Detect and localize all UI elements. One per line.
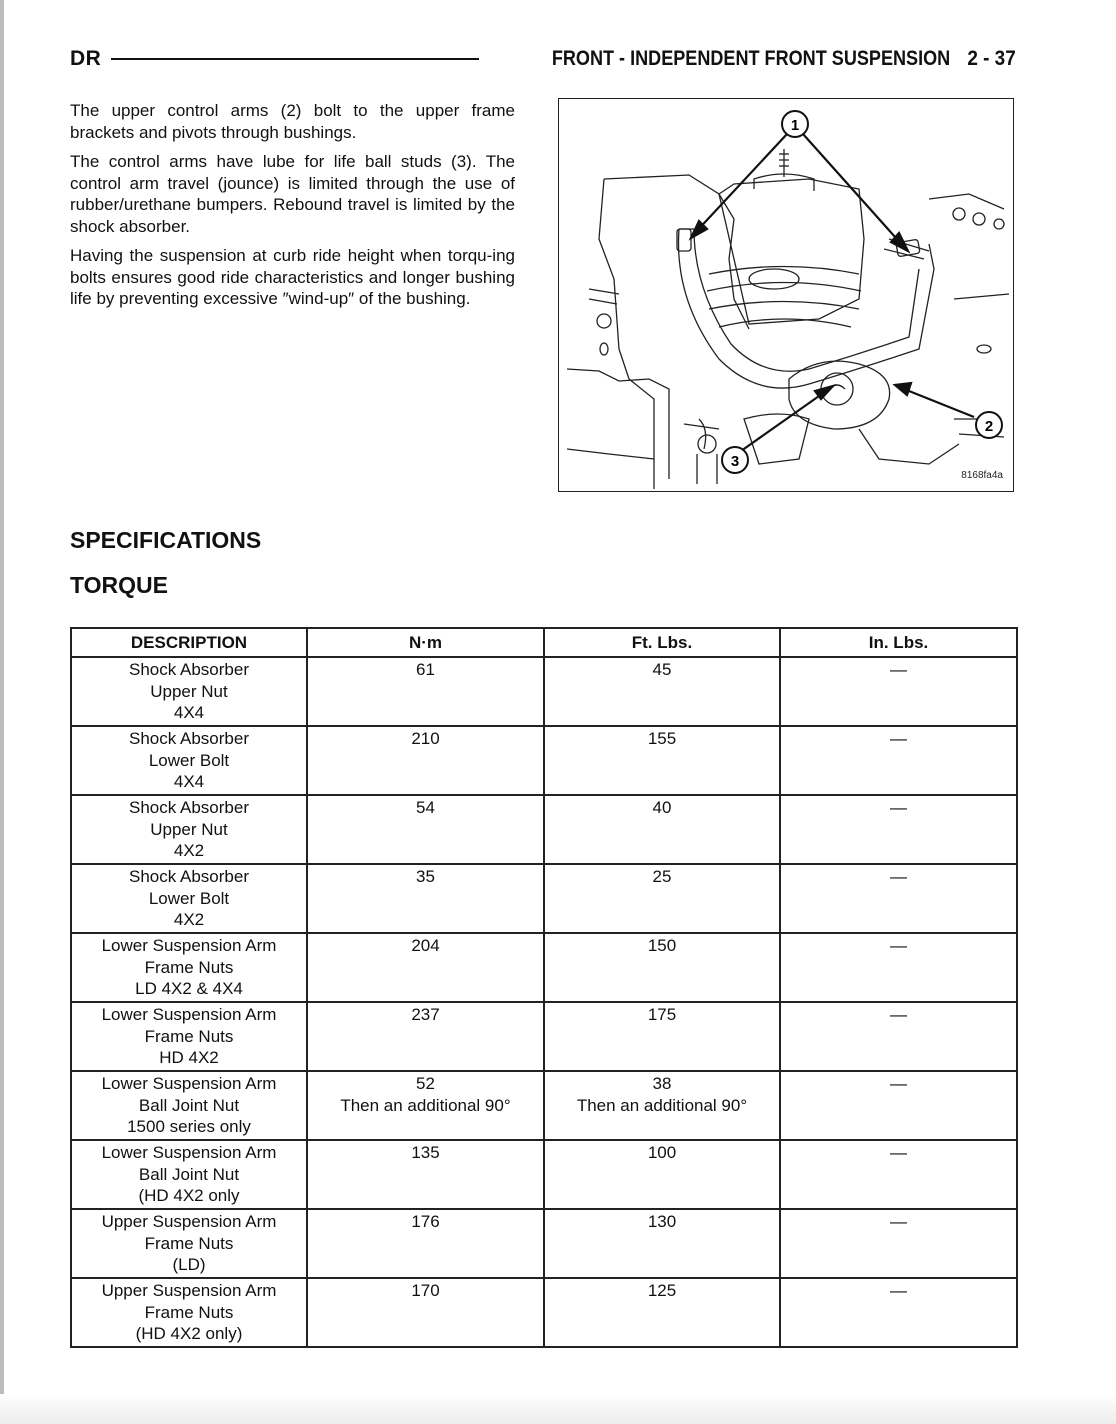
cell-description-line: HD 4X2 [159, 1048, 219, 1067]
ball-joint-boss [789, 361, 890, 429]
callout-1-leader-right [803, 134, 904, 247]
cell-in-lbs: — [780, 795, 1017, 864]
cell-nm-line: 35 [416, 867, 435, 886]
cell-ft-lbs-line: 40 [652, 798, 672, 817]
table-body [71, 657, 1017, 1347]
cell-in-lbs: — [780, 933, 1017, 1002]
page-header [70, 44, 1016, 74]
cell-nm [307, 1209, 544, 1278]
cell-description-line: Shock Absorber [128, 867, 249, 886]
cell-nm-line: 237 [411, 1005, 440, 1024]
cell-description-line: Shock Absorber [128, 798, 249, 817]
cell-description-line: Lower Bolt [148, 750, 230, 770]
svg-text:1: 1 [790, 117, 800, 134]
cell-in-lbs: — [780, 1278, 1017, 1347]
cell-ft-lbs [544, 1209, 780, 1278]
svg-text:2: 2 [984, 418, 994, 435]
cell-ft-lbs [544, 795, 780, 864]
cell-description-line: Upper Suspension Arm [101, 1212, 277, 1231]
cell-description-line: 4X2 [173, 910, 205, 929]
paragraph-2: The control arms have lube for life ball studs (3). The control arm travel (jounce) is limited through the use of rubber/urethane bumpers. Rebound travel is limited by the shock absorber. [70, 152, 515, 236]
cell-in-lbs: — [780, 1140, 1017, 1209]
cell-ft-lbs [544, 657, 780, 726]
cell-description-line: Lower Bolt [148, 888, 230, 908]
cell-description-line: 1500 series only [127, 1117, 251, 1136]
table-row [71, 933, 1017, 1002]
page-edge [0, 0, 4, 1424]
table-header-row [71, 628, 1017, 657]
cell-description-line: (HD 4X2 only [138, 1186, 240, 1205]
cell-description-line: Shock Absorber [128, 660, 249, 679]
cell-nm [307, 1278, 544, 1347]
cell-description-line: (HD 4X2 only) [135, 1324, 243, 1343]
figure-id: 8168fa4a [961, 470, 1003, 481]
cell-ft-lbs-line: 130 [647, 1212, 677, 1231]
cell-description-line: Frame Nuts [144, 1026, 234, 1046]
cell-nm [307, 795, 544, 864]
cell-description-line: 4X4 [173, 772, 205, 791]
cell-in-lbs: — [780, 726, 1017, 795]
header-section-title: FRONT - INDEPENDENT FRONT SUSPENSION [551, 47, 951, 70]
spring-housing [719, 179, 864, 324]
table-row [71, 795, 1017, 864]
cell-description-line: LD 4X2 & 4X4 [135, 979, 243, 998]
svg-text:3: 3 [730, 453, 740, 470]
cell-description [71, 1278, 307, 1347]
cell-description [71, 726, 307, 795]
cell-description [71, 864, 307, 933]
cell-nm-line: 210 [411, 729, 440, 748]
cell-nm-line: 176 [411, 1212, 440, 1231]
suspension-line-drawing [559, 99, 1012, 490]
cell-ft-lbs-line: 38 [652, 1074, 672, 1093]
cell-ft-lbs [544, 726, 780, 795]
cell-nm-line: Then an additional 90° [340, 1095, 511, 1115]
cell-description [71, 1071, 307, 1140]
header-rule [111, 58, 479, 60]
cell-description-line: Upper Suspension Arm [101, 1281, 277, 1300]
cell-ft-lbs [544, 1071, 780, 1140]
cell-description-line: Lower Suspension Arm [101, 936, 277, 955]
cell-in-lbs: — [780, 1209, 1017, 1278]
cell-description-line: Frame Nuts [144, 1302, 234, 1322]
cell-description-line: Upper Nut [150, 681, 228, 701]
paragraph-3: Having the suspension at curb ride height when torqu-ing bolts ensures good ride characteristics and longer bushing life by preventing excessive ″wind-up″ of the bushing. [70, 246, 515, 308]
col-header-nm: N·m [307, 628, 544, 657]
cell-description-line: Upper Nut [150, 819, 228, 839]
bottom-shade [0, 1394, 1116, 1424]
cell-ft-lbs-line: 175 [647, 1005, 677, 1024]
cell-description-line: 4X4 [173, 703, 205, 722]
sub-title: TORQUE [70, 572, 168, 598]
cell-in-lbs: — [780, 864, 1017, 933]
cell-ft-lbs-line: 125 [647, 1281, 677, 1300]
cell-description-line: Ball Joint Nut [138, 1095, 240, 1115]
cell-ft-lbs-line: 25 [652, 867, 672, 886]
cell-nm [307, 657, 544, 726]
header-page-number: 2 - 37 [967, 47, 1016, 70]
cell-in-lbs: — [780, 1002, 1017, 1071]
cell-nm-line: 135 [411, 1143, 440, 1162]
cell-ft-lbs-line: Then an additional 90° [576, 1095, 748, 1115]
cell-description [71, 1002, 307, 1071]
table-row [71, 1002, 1017, 1071]
cell-nm-line: 61 [416, 660, 435, 679]
cell-nm [307, 1071, 544, 1140]
cell-nm-line: 52 [416, 1074, 435, 1093]
callout-1-leader-left [694, 134, 787, 234]
cell-ft-lbs [544, 1278, 780, 1347]
cell-in-lbs: — [780, 657, 1017, 726]
paragraph-1: The upper control arms (2) bolt to the upper frame brackets and pivots through bushings. [70, 101, 515, 142]
cell-description [71, 933, 307, 1002]
cell-nm-line: 170 [411, 1281, 440, 1300]
table-row [71, 1209, 1017, 1278]
cell-description-line: (LD) [172, 1255, 206, 1274]
callout-1 [782, 111, 808, 137]
cell-description-line: Frame Nuts [144, 1233, 234, 1253]
table-row [71, 726, 1017, 795]
callout-2-leader [899, 387, 974, 417]
torque-table [70, 627, 1018, 1348]
col-header-description: DESCRIPTION [71, 628, 307, 657]
cell-ft-lbs-line: 100 [647, 1143, 677, 1162]
suspension-figure [558, 98, 1014, 492]
table-row [71, 864, 1017, 933]
cell-ft-lbs [544, 1140, 780, 1209]
cell-ft-lbs-line: 150 [647, 936, 677, 955]
cell-ft-lbs [544, 1002, 780, 1071]
cell-nm [307, 933, 544, 1002]
cell-description-line: Ball Joint Nut [138, 1164, 240, 1184]
cell-ft-lbs [544, 933, 780, 1002]
callout-2 [976, 412, 1002, 438]
cell-nm-line: 54 [416, 798, 435, 817]
section-title: SPECIFICATIONS [70, 527, 262, 553]
cell-nm [307, 864, 544, 933]
col-header-ft-lbs: Ft. Lbs. [544, 628, 780, 657]
cell-description-line: Lower Suspension Arm [101, 1005, 277, 1024]
cell-description [71, 657, 307, 726]
cell-nm [307, 726, 544, 795]
table-row [71, 1140, 1017, 1209]
cell-ft-lbs [544, 864, 780, 933]
cell-ft-lbs-line: 45 [652, 660, 672, 679]
col-header-in-lbs: In. Lbs. [780, 628, 1017, 657]
cell-nm-line: 204 [411, 936, 440, 955]
upper-control-arm [679, 229, 935, 388]
cell-description-line: Shock Absorber [128, 729, 249, 748]
cell-description-line: Lower Suspension Arm [101, 1143, 277, 1162]
cell-description-line: 4X2 [173, 841, 205, 860]
cell-description-line: Lower Suspension Arm [101, 1074, 277, 1093]
table-row [71, 1278, 1017, 1347]
table-row [71, 1071, 1017, 1140]
cell-nm [307, 1002, 544, 1071]
callout-3-leader [741, 389, 829, 451]
cell-nm [307, 1140, 544, 1209]
body-text [70, 100, 515, 318]
cell-description [71, 1209, 307, 1278]
cell-description [71, 1140, 307, 1209]
cell-ft-lbs-line: 155 [647, 729, 677, 748]
cell-description-line: Frame Nuts [144, 957, 234, 977]
cell-description [71, 795, 307, 864]
table-row [71, 657, 1017, 726]
cell-in-lbs: — [780, 1071, 1017, 1140]
callout-3 [722, 447, 748, 473]
header-model-code: DR [70, 47, 102, 70]
